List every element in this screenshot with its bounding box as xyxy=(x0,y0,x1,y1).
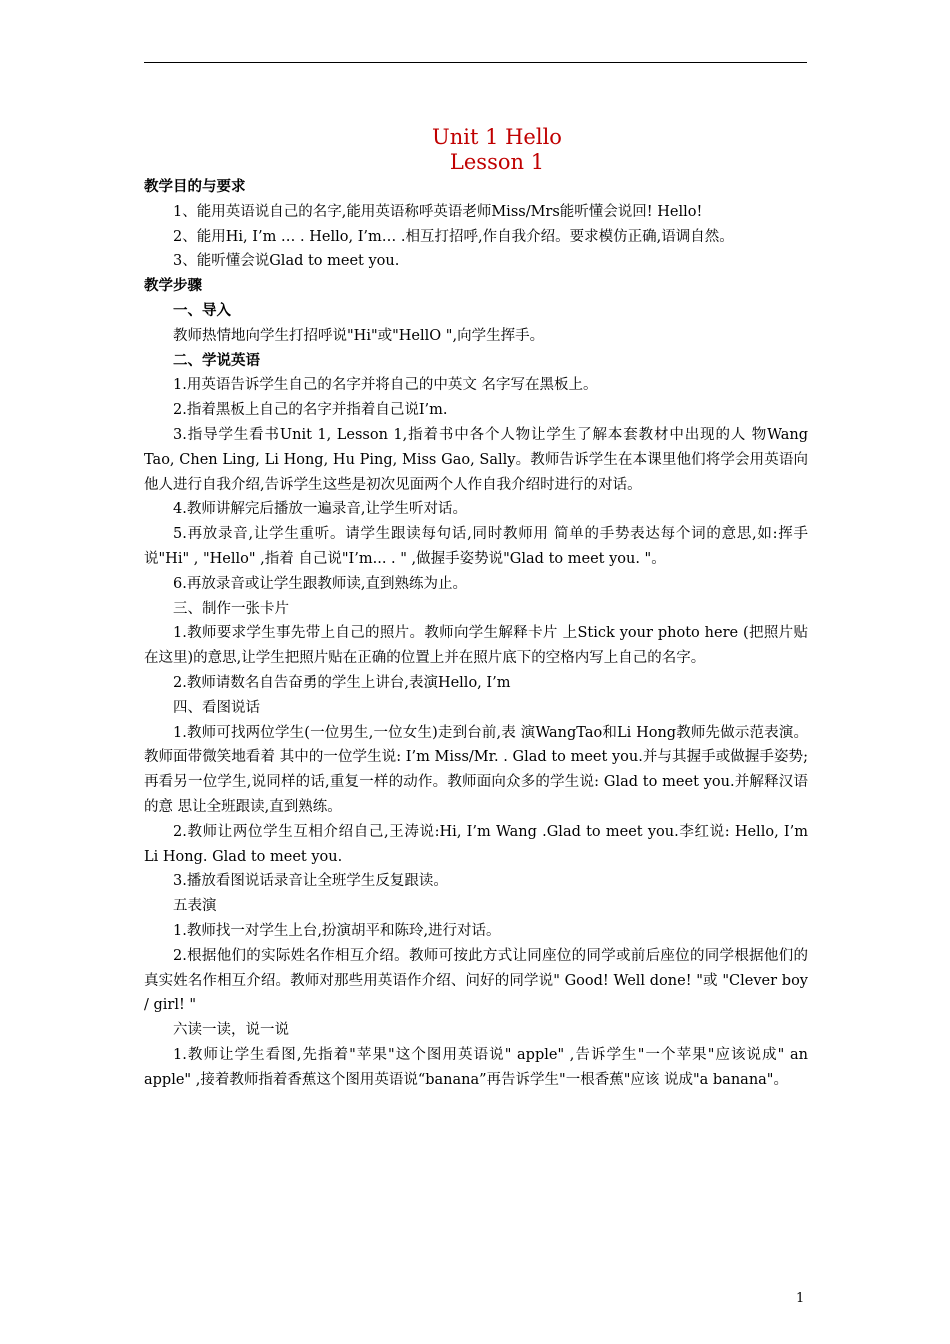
paragraph: 5.再放录音,让学生重听。请学生跟读每句话,同时教师用 简单的手势表达每个词的意思,如:挥手说"Hi" , "Hello" ,指着 自己说"I’m... . " ,做握手姿势说"Glad to meet you. "。 xyxy=(144,526,808,567)
paragraph: 1、能用英语说自己的名字,能用英语称呼英语老师Miss/Mrs能听懂会说回! Hello! xyxy=(173,203,703,220)
paragraph: 2.教师让两位学生互相介绍自己,王涛说:Hi, I’m Wang .Glad to meet you.李红说: Hello, I’m Li Hong. Glad to meet you. xyxy=(144,823,808,865)
subsection-heading: 六读一读，说一说 xyxy=(173,1022,289,1039)
paragraph: 2.根据他们的实际姓名作相互介绍。教师可按此方式让同座位的同学或前后座位的同学根据他们的真实姓名作相互介绍。教师对那些用英语作介绍、问好的同学说" Good! Well done! "或 "Clever boy / girl! " xyxy=(144,947,808,1014)
title-unit: Unit 1 Hello xyxy=(432,125,562,149)
section-heading: 教学目的与要求 xyxy=(144,179,246,195)
subsection-heading: 一、导入 xyxy=(173,302,231,319)
subsection-heading: 五表演 xyxy=(173,898,217,915)
paragraph: 2.教师请数名自告奋勇的学生上讲台,表演Hello, I’m xyxy=(173,674,511,691)
paragraph: 1.教师让学生看图,先指着"苹果"这个图用英语说" apple" ,告诉学生"一个苹果"应该说成" an apple" ,接着教师指着香蕉这个图用英语说“banana”再告诉学生"一根香蕉"应该 说成"a banana"。 xyxy=(144,1046,808,1088)
paragraph: 教师热情地向学生打招呼说"Hi"或"HellO ",向学生挥手。 xyxy=(173,327,545,344)
header-rule xyxy=(144,62,807,63)
paragraph: 6.再放录音或让学生跟教师读,直到熟练为止。 xyxy=(173,575,467,592)
paragraph: 1.教师要求学生事先带上自己的照片。教师向学生解释卡片 上Stick your photo here (把照片贴在这里)的意思,让学生把照片贴在正确的位置上并在照片底下的空格内写上自己的名字。 xyxy=(144,625,808,667)
section-heading: 教学步骤 xyxy=(144,278,202,295)
paragraph: 4.教师讲解完后播放一遍录音,让学生听对话。 xyxy=(173,501,467,518)
paragraph: 3、能听懂会说Glad to meet you. xyxy=(173,253,400,270)
subsection-heading: 三、制作一张卡片 xyxy=(173,600,289,617)
paragraph: 3.播放看图说话录音让全班学生反复跟读。 xyxy=(173,873,448,890)
paragraph: 2、能用Hi, I’m … . Hello, I’m… .相互打招呼,作自我介绍。要求模仿正确,语调自然。 xyxy=(173,228,734,245)
paragraph: 1.用英语告诉学生自己的名字并将自己的中英文 名字写在黑板上。 xyxy=(173,377,598,394)
paragraph: 1.教师找一对学生上台,扮演胡平和陈玲,进行对话。 xyxy=(173,922,501,939)
subsection-heading: 二、学说英语 xyxy=(173,352,260,369)
paragraph: 1.教师可找两位学生(一位男生,一位女生)走到台前,表 演WangTao和Li Hong教师先做示范表演。教师面带微笑地看着 其中的一位学生说: I’m Miss/Mr. . Glad to meet you.并与其握手或做握手姿势;再看另一位学生,说同样的话,重复一样的动作。教师面向众多的学生说: Glad to meet you.并解释汉语的意 思让全班跟读,直到熟练。 xyxy=(144,724,808,815)
subsection-heading: 四、看图说话 xyxy=(173,699,260,716)
page-number: 1 xyxy=(796,1291,805,1306)
document-body xyxy=(144,175,808,1092)
title-lesson: Lesson 1 xyxy=(449,150,545,174)
paragraph: 3.指导学生看书Unit 1, Lesson 1,指着书中各个人物让学生了解本套教材中出现的人 物Wang Tao, Chen Ling, Li Hong, Hu Ping, Miss Gao, Sally。教师告诉学生在本课里他们将学会用英语向他人进行自我介绍,告诉学生这些是初次见面两个人作自我介绍时进行的对话。 xyxy=(144,426,808,493)
paragraph: 2.指着黑板上自己的名字并指着自己说I’m. xyxy=(173,402,448,419)
